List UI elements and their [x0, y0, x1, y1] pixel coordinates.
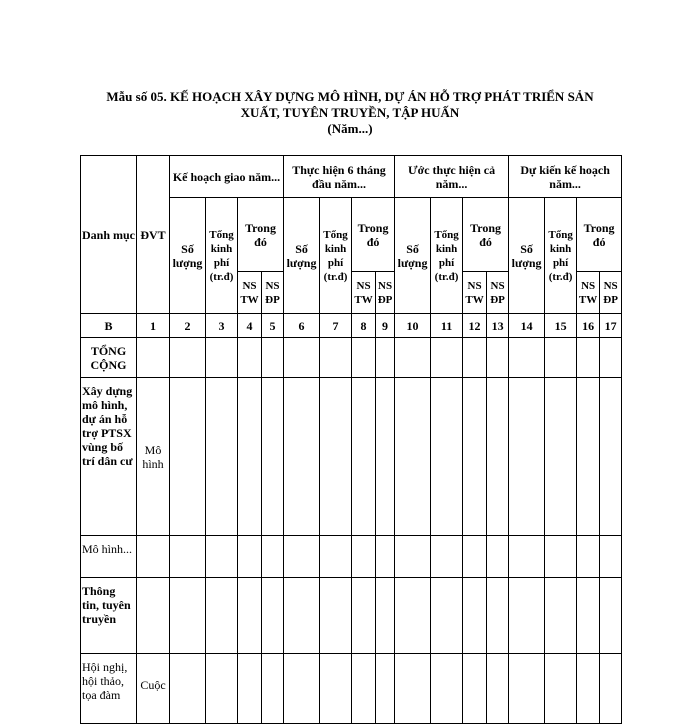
- data-cell: [487, 338, 509, 378]
- header-ns-tw: NS TW: [577, 272, 600, 314]
- data-cell: [320, 536, 352, 578]
- data-cell: [395, 536, 431, 578]
- col-number: 12: [463, 314, 487, 338]
- data-cell: [545, 654, 577, 724]
- data-cell: [431, 378, 463, 536]
- data-cell: [284, 378, 320, 536]
- row-label: Hội nghị, hội thảo, tọa đàm: [81, 654, 137, 724]
- col-number: 5: [262, 314, 284, 338]
- data-cell: [577, 578, 600, 654]
- data-cell: [262, 338, 284, 378]
- col-number: 4: [238, 314, 262, 338]
- data-cell: [600, 578, 622, 654]
- col-number: 8: [352, 314, 376, 338]
- data-cell: [170, 654, 206, 724]
- data-cell: [487, 654, 509, 724]
- data-cell: [262, 378, 284, 536]
- data-cell: [376, 654, 395, 724]
- col-number: 11: [431, 314, 463, 338]
- data-cell: [284, 338, 320, 378]
- data-cell: [487, 536, 509, 578]
- col-number: 9: [376, 314, 395, 338]
- data-cell: [545, 578, 577, 654]
- data-cell: [376, 578, 395, 654]
- data-cell: [509, 536, 545, 578]
- table-row: [81, 654, 622, 724]
- data-cell: [238, 536, 262, 578]
- data-cell: [509, 338, 545, 378]
- data-cell: [284, 536, 320, 578]
- data-cell: [352, 654, 376, 724]
- data-cell: [170, 338, 206, 378]
- data-cell: [463, 578, 487, 654]
- data-cell: [600, 338, 622, 378]
- form-title: [60, 89, 640, 137]
- header-ns-dp: NS ĐP: [376, 272, 395, 314]
- data-cell: [395, 578, 431, 654]
- header-group-thuc-hien-6-thang: Thực hiện 6 tháng đầu năm...: [284, 156, 395, 198]
- table-row: [81, 378, 622, 536]
- header-tong-kinh-phi: Tổng kinh phí (tr.đ): [320, 198, 352, 314]
- col-number: 13: [487, 314, 509, 338]
- header-so-luong: Số lượng: [284, 198, 320, 314]
- col-number: 2: [170, 314, 206, 338]
- plan-table: [80, 155, 622, 724]
- col-number: 16: [577, 314, 600, 338]
- data-cell: [395, 378, 431, 536]
- data-cell: [600, 654, 622, 724]
- data-cell: [545, 338, 577, 378]
- col-number: 15: [545, 314, 577, 338]
- data-cell: [238, 378, 262, 536]
- data-cell: [352, 378, 376, 536]
- data-cell: [577, 378, 600, 536]
- header-trong-do: Trong đó: [238, 198, 284, 272]
- data-cell: [545, 536, 577, 578]
- header-ns-dp: NS ĐP: [600, 272, 622, 314]
- data-cell: [206, 654, 238, 724]
- data-cell: [170, 578, 206, 654]
- data-cell: [320, 654, 352, 724]
- header-so-luong: Số lượng: [395, 198, 431, 314]
- row-unit: Mô hình: [137, 378, 170, 536]
- data-cell: [284, 654, 320, 724]
- data-cell: [206, 378, 238, 536]
- data-cell: [431, 338, 463, 378]
- col-number: 17: [600, 314, 622, 338]
- row-label: TỔNG CỘNG: [81, 338, 137, 378]
- data-cell: [170, 536, 206, 578]
- header-ns-tw: NS TW: [463, 272, 487, 314]
- data-cell: [170, 378, 206, 536]
- data-cell: [376, 536, 395, 578]
- data-cell: [206, 536, 238, 578]
- header-trong-do: Trong đó: [577, 198, 622, 272]
- header-group-ke-hoach-giao: Kế hoạch giao năm...: [170, 156, 284, 198]
- title-line-1: Mẫu số 05. KẾ HOẠCH XÂY DỰNG MÔ HÌNH, DỰ ÁN HỖ TRỢ PHÁT TRIỂN SẢN: [106, 89, 594, 104]
- data-cell: [463, 536, 487, 578]
- data-cell: [206, 338, 238, 378]
- data-cell: [509, 378, 545, 536]
- data-cell: [463, 338, 487, 378]
- data-cell: [238, 654, 262, 724]
- col-number: 7: [320, 314, 352, 338]
- table-row: [81, 338, 622, 378]
- header-so-luong: Số lượng: [509, 198, 545, 314]
- col-number: B: [81, 314, 137, 338]
- data-cell: [463, 378, 487, 536]
- header-tong-kinh-phi: Tổng kinh phí (tr.đ): [545, 198, 577, 314]
- row-label: Thông tin, tuyên truyền: [81, 578, 137, 654]
- row-unit: [137, 578, 170, 654]
- header-row-groups: [81, 156, 622, 198]
- column-number-row: [81, 314, 622, 338]
- data-cell: [463, 654, 487, 724]
- header-tong-kinh-phi: Tổng kinh phí (tr.đ): [431, 198, 463, 314]
- data-cell: [376, 378, 395, 536]
- data-cell: [352, 338, 376, 378]
- data-cell: [431, 654, 463, 724]
- header-ns-tw: NS TW: [352, 272, 376, 314]
- data-cell: [487, 378, 509, 536]
- data-cell: [431, 578, 463, 654]
- row-unit: [137, 338, 170, 378]
- header-group-uoc-thuc-hien: Ước thực hiện cả năm...: [395, 156, 509, 198]
- table-row: [81, 578, 622, 654]
- header-trong-do: Trong đó: [352, 198, 395, 272]
- data-cell: [509, 578, 545, 654]
- header-dvt: ĐVT: [137, 156, 170, 314]
- header-trong-do: Trong đó: [463, 198, 509, 272]
- header-ns-tw: NS TW: [238, 272, 262, 314]
- data-cell: [431, 536, 463, 578]
- data-cell: [577, 338, 600, 378]
- data-cell: [577, 654, 600, 724]
- row-unit: [137, 536, 170, 578]
- header-so-luong: Số lượng: [170, 198, 206, 314]
- data-cell: [320, 578, 352, 654]
- table-row: [81, 536, 622, 578]
- data-cell: [509, 654, 545, 724]
- header-tong-kinh-phi: Tổng kinh phí (tr.đ): [206, 198, 238, 314]
- data-cell: [545, 378, 577, 536]
- data-cell: [376, 338, 395, 378]
- row-label: Mô hình...: [81, 536, 137, 578]
- data-cell: [238, 578, 262, 654]
- header-ns-dp: NS ĐP: [262, 272, 284, 314]
- data-cell: [487, 578, 509, 654]
- data-cell: [262, 578, 284, 654]
- title-line-3: (Năm...): [327, 121, 373, 136]
- data-cell: [600, 378, 622, 536]
- data-cell: [352, 536, 376, 578]
- header-danh-muc: Danh mục: [81, 156, 137, 314]
- data-cell: [320, 378, 352, 536]
- data-cell: [262, 654, 284, 724]
- header-group-du-kien: Dự kiến kế hoạch năm...: [509, 156, 622, 198]
- header-ns-dp: NS ĐP: [487, 272, 509, 314]
- data-cell: [395, 338, 431, 378]
- data-cell: [206, 578, 238, 654]
- data-cell: [600, 536, 622, 578]
- data-cell: [395, 654, 431, 724]
- col-number: 3: [206, 314, 238, 338]
- title-line-2: XUẤT, TUYÊN TRUYỀN, TẬP HUẤN: [240, 105, 460, 120]
- row-label: Xây dựng mô hình, dự án hỗ trợ PTSX vùng bố trí dân cư: [81, 378, 137, 536]
- data-cell: [262, 536, 284, 578]
- col-number: 14: [509, 314, 545, 338]
- data-cell: [238, 338, 262, 378]
- col-number: 6: [284, 314, 320, 338]
- data-cell: [320, 338, 352, 378]
- data-cell: [577, 536, 600, 578]
- row-unit: Cuộc: [137, 654, 170, 724]
- data-cell: [352, 578, 376, 654]
- col-number: 1: [137, 314, 170, 338]
- data-cell: [284, 578, 320, 654]
- col-number: 10: [395, 314, 431, 338]
